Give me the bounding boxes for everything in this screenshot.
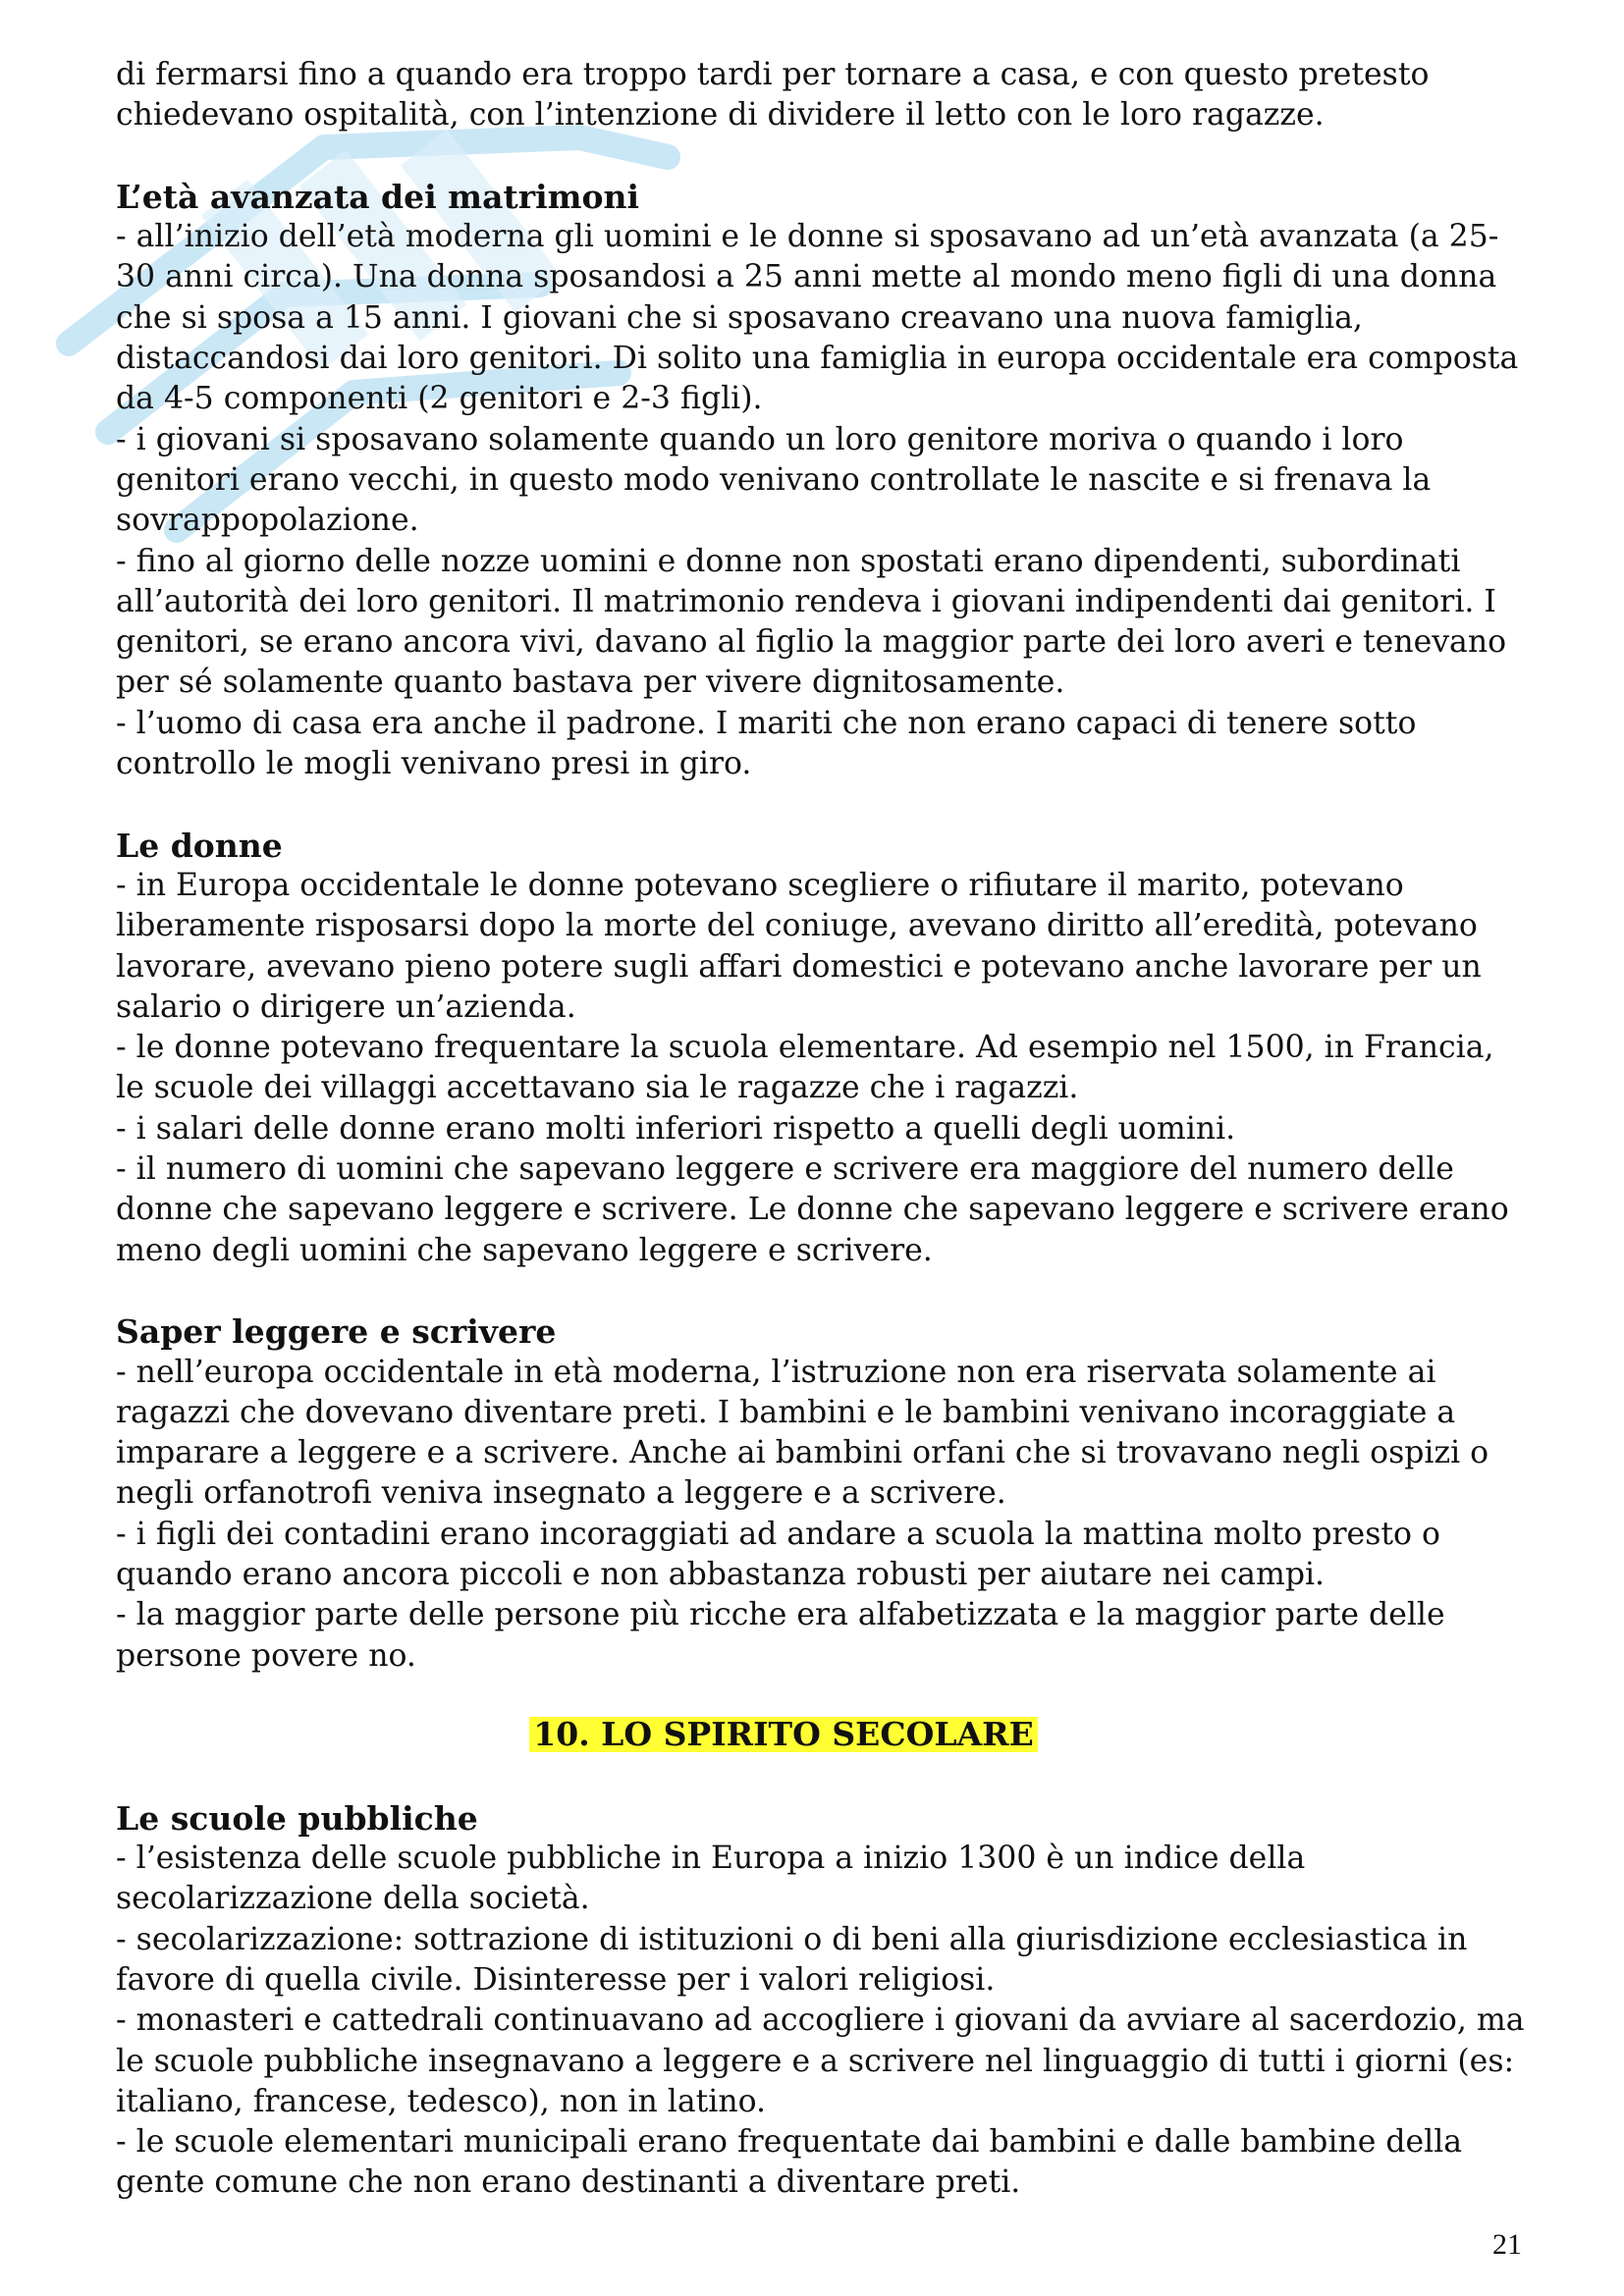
- section-heading: Saper leggere e scrivere: [116, 1312, 557, 1352]
- body-line: lavorare, avevano pieno potere sugli affari domestici e potevano anche lavorare per un: [116, 948, 1482, 985]
- page-number: 21: [1492, 2228, 1522, 2261]
- body-line: 30 anni circa). Una donna sposandosi a 25 anni mette al mondo meno figli di una donna: [116, 259, 1497, 295]
- body-line: controllo le mogli venivano presi in giro.: [116, 746, 752, 782]
- paragraph-gap: [116, 784, 1530, 825]
- body-line: persone povere no.: [116, 1637, 416, 1674]
- body-line: genitori, se erano ancora vivi, davano al figlio la maggior parte dei loro averi e tenevano: [116, 624, 1507, 661]
- body-line: - secolarizzazione: sottrazione di istituzioni o di beni alla giurisdizione ecclesiastica in: [116, 1921, 1468, 1957]
- body-line: meno degli uomini che sapevano leggere e scrivere.: [116, 1232, 933, 1268]
- body-line: gente comune che non erano destinanti a diventare preti.: [116, 2164, 1021, 2201]
- paragraph-gap: [116, 1271, 1530, 1311]
- body-line: all’autorità dei loro genitori. Il matrimonio rendeva i giovani indipendenti dai genitori. I: [116, 583, 1496, 619]
- body-line: sovrappopolazione.: [116, 503, 419, 539]
- document-page: [116, 55, 1530, 2204]
- body-line: genitori erano vecchi, in questo modo venivano controllate le nascite e si frenava la: [116, 461, 1432, 498]
- body-line: - le scuole elementari municipali erano frequentate dai bambini e dalle bambine della: [116, 2124, 1463, 2161]
- body-line: - nell’europa occidentale in età moderna, l’istruzione non era riservata solamente ai: [116, 1354, 1436, 1390]
- body-line: - fino al giorno delle nozze uomini e donne non spostati erano dipendenti, subordinati: [116, 543, 1461, 579]
- body-line: imparare a leggere e a scrivere. Anche ai bambini orfani che si trovavano negli ospizi o: [116, 1435, 1489, 1471]
- body-line: - l’uomo di casa era anche il padrone. I mariti che non erano capaci di tenere sotto: [116, 705, 1417, 741]
- body-line: salario o dirigere un’azienda.: [116, 988, 576, 1025]
- section-heading: Le donne: [116, 826, 283, 865]
- body-line: liberamente risposarsi dopo la morte del coniuge, avevano diritto all’eredità, potevano: [116, 908, 1478, 944]
- body-line: donne che sapevano leggere e scrivere. Le donne che sapevano leggere e scrivere erano: [116, 1192, 1509, 1228]
- body-line: negli orfanotrofi veniva insegnato a leggere e a scrivere.: [116, 1475, 1006, 1512]
- paragraph-gap: [116, 1677, 1530, 1717]
- body-line: - monasteri e cattedrali continuavano ad accogliere i giovani da avviare al sacerdozio, ma: [116, 2002, 1525, 2039]
- body-line: per sé solamente quanto bastava per vivere dignitosamente.: [116, 665, 1065, 701]
- body-line: - l’esistenza delle scuole pubbliche in Europa a inizio 1300 è un indice della: [116, 1841, 1306, 1877]
- body-line: distaccandosi dai loro genitori. Di solito una famiglia in europa occidentale era composta: [116, 341, 1519, 377]
- chapter-title: 10. LO SPIRITO SECOLARE: [529, 1717, 1037, 1752]
- intro-line: di fermarsi fino a quando era troppo tardi per tornare a casa, e con questo pretesto: [116, 57, 1430, 92]
- body-line: - il numero di uomini che sapevano leggere e scrivere era maggiore del numero delle: [116, 1151, 1454, 1188]
- body-line: - all’inizio dell’età moderna gli uomini e le donne si sposavano ad un’età avanzata (a 25-: [116, 219, 1499, 255]
- chapter-title-row: [116, 1717, 1451, 1757]
- body-line: favore di quella civile. Disinteresse per i valori religiosi.: [116, 1961, 996, 1998]
- paragraph-gap: [116, 136, 1530, 177]
- body-line: - i giovani si sposavano solamente quando un loro genitore moriva o quando i loro: [116, 421, 1404, 457]
- body-line: - i figli dei contadini erano incoraggiati ad andare a scuola la mattina molto presto o: [116, 1516, 1440, 1552]
- body-line: le scuole dei villaggi accettavano sia le ragazze che i ragazzi.: [116, 1070, 1079, 1106]
- body-line: quando erano ancora piccoli e non abbastanza robusti per aiutare nei campi.: [116, 1556, 1326, 1592]
- body-line: da 4-5 componenti (2 genitori e 2-3 figli).: [116, 381, 763, 417]
- paragraph-gap: [116, 1757, 1530, 1797]
- section-heading: Le scuole pubbliche: [116, 1798, 478, 1838]
- body-line: italiano, francese, tedesco), non in latino.: [116, 2083, 767, 2119]
- section-heading: L’età avanzata dei matrimoni: [116, 177, 640, 216]
- body-line: - le donne potevano frequentare la scuola elementare. Ad esempio nel 1500, in Francia,: [116, 1030, 1494, 1066]
- intro-line: chiedevano ospitalità, con l’intenzione di dividere il letto con le loro ragazze.: [116, 97, 1325, 133]
- body-line: - la maggior parte delle persone più ricche era alfabetizzata e la maggior parte delle: [116, 1597, 1445, 1633]
- body-line: ragazzi che dovevano diventare preti. I bambini e le bambini venivano incoraggiate a: [116, 1394, 1456, 1430]
- body-line: - i salari delle donne erano molti inferiori rispetto a quelli degli uomini.: [116, 1110, 1236, 1147]
- body-line: secolarizzazione della società.: [116, 1881, 590, 1917]
- body-line: le scuole pubbliche insegnavano a leggere e a scrivere nel linguaggio di tutti i giorni (es:: [116, 2043, 1515, 2079]
- body-line: - in Europa occidentale le donne potevano scegliere o rifiutare il marito, potevano: [116, 867, 1404, 903]
- body-line: che si sposa a 15 anni. I giovani che si sposavano creavano una nuova famiglia,: [116, 299, 1363, 336]
